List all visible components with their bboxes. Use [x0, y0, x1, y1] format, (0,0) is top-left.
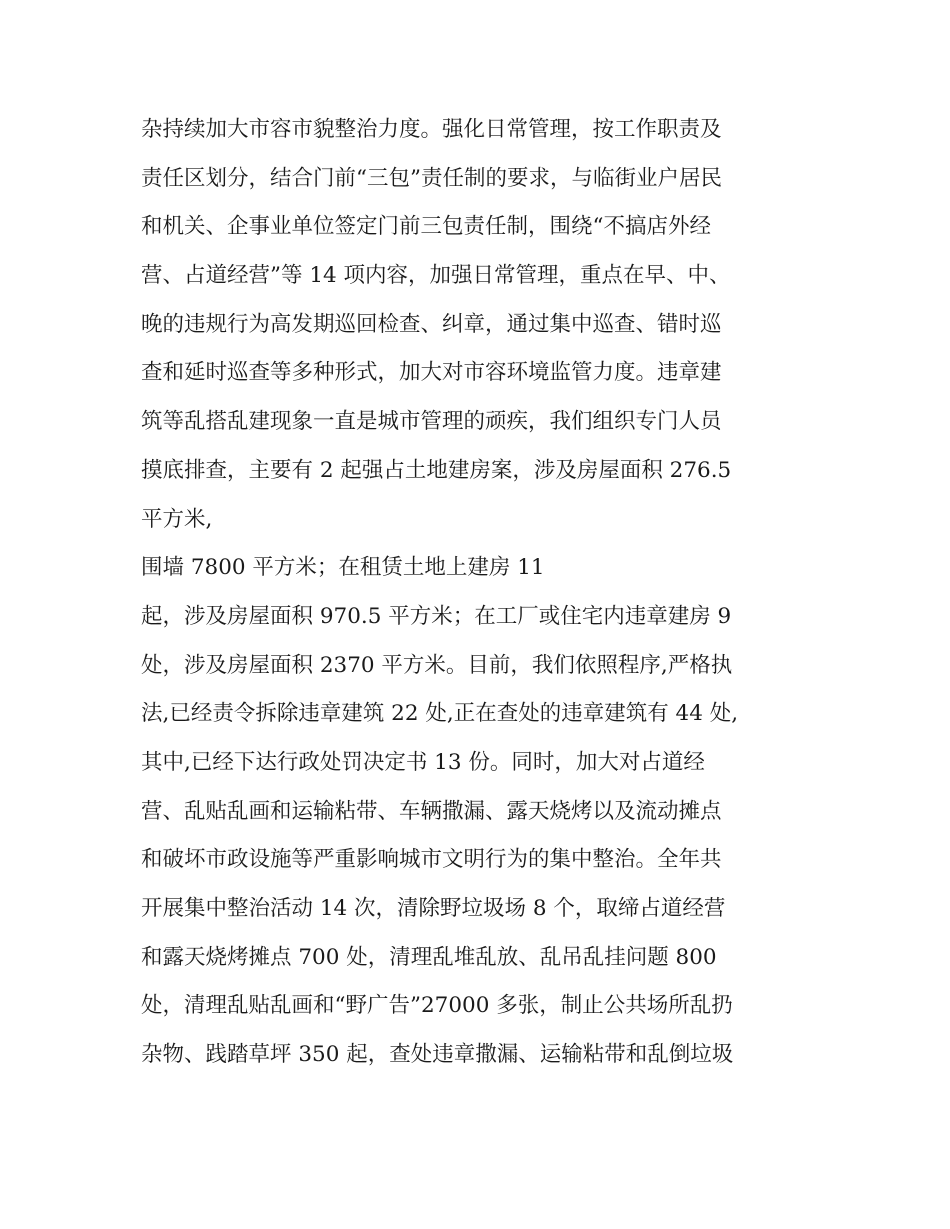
text-line: 营、乱贴乱画和运输粘带、车辆撒漏、露天烧烤以及流动摊点 — [141, 798, 722, 824]
text-line: 围墙 7800 平方米；在租赁土地上建房 11 — [141, 555, 545, 581]
document-body — [141, 109, 821, 1083]
text-line: 杂物、践踏草坪 350 起，查处违章撒漏、运输粘带和乱倒垃圾 — [141, 1042, 734, 1068]
text-line: 处，清理乱贴乱画和“野广告”27000 多张，制止公共场所乱扔 — [141, 993, 733, 1019]
text-line: 法,已经责令拆除违章建筑 22 处,正在查处的违章建筑有 44 处, — [141, 701, 739, 727]
text-line: 筑等乱搭乱建现象一直是城市管理的顽疾，我们组织专门人员 — [141, 409, 722, 435]
text-line: 查和延时巡查等多种形式，加大对市容环境监管力度。违章建 — [141, 360, 722, 386]
text-line: 平方米, — [141, 506, 213, 532]
text-line: 和破坏市政设施等严重影响城市文明行为的集中整治。全年共 — [141, 847, 722, 873]
text-line: 责任区划分，结合门前“三包”责任制的要求，与临街业户居民 — [141, 165, 722, 191]
text-line: 杂持续加大市容市貌整治力度。强化日常管理，按工作职责及 — [141, 117, 722, 142]
text-line: 营、占道经营”等 14 项内容，加强日常管理，重点在早、中、 — [141, 263, 731, 289]
text-line: 其中,已经下达行政处罚决定书 13 份。同时，加大对占道经 — [141, 749, 705, 775]
text-line: 处，涉及房屋面积 2370 平方米。目前，我们依照程序,严格执 — [141, 652, 733, 678]
text-line: 开展集中整治活动 14 次，清除野垃圾场 8 个，取缔占道经营 — [141, 896, 726, 921]
text-line: 和机关、企事业单位签定门前三包责任制，围绕“不搞店外经 — [141, 214, 711, 240]
text-line: 起，涉及房屋面积 970.5 平方米；在工厂或住宅内违章建房 9 — [141, 603, 732, 629]
text-line: 和露天烧烤摊点 700 处，清理乱堆乱放、乱吊乱挂问题 800 — [141, 944, 717, 970]
text-line: 晚的违规行为高发期巡回检查、纠章，通过集中巡查、错时巡 — [141, 311, 722, 337]
text-line: 摸底排查，主要有 2 起强占土地建房案，涉及房屋面积 276.5 — [141, 457, 732, 483]
